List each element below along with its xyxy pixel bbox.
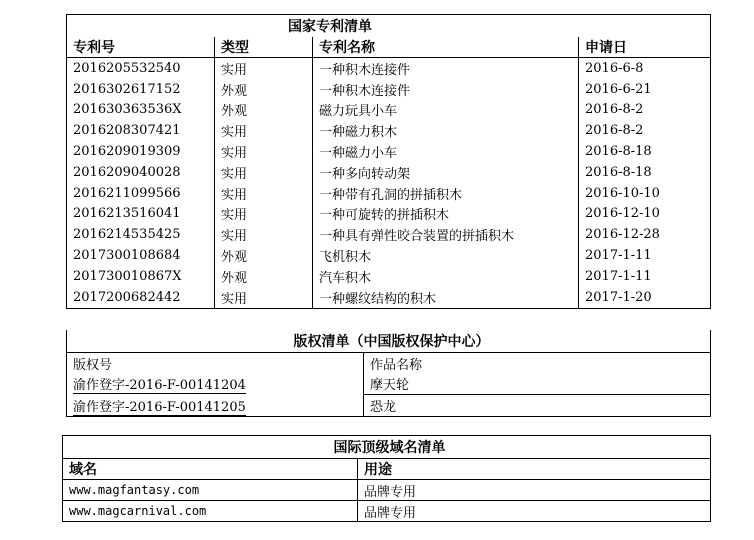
patent-name: 一种可旋转的拼插积木 [313,204,579,225]
filing-date: 2016-10-10 [579,183,711,204]
patent-name: 磁力玩具小车 [313,100,579,121]
column-header-domain: 域名 [63,459,358,480]
patent-number: 2016214535425 [67,224,215,245]
domain-list-title: 国际顶级域名清单 [63,436,711,459]
table-row [67,58,711,79]
patent-name: 一种积木连接件 [313,58,579,79]
table-row [63,480,711,501]
patent-type: 外观 [215,79,313,100]
patent-type: 实用 [215,183,313,204]
copyright-number: 渝作登字-2016-F-00141204 [73,378,246,394]
patent-list-table [66,14,711,309]
work-name: 摩天轮 [364,373,711,395]
patent-name: 一种积木连接件 [313,79,579,100]
column-header-type: 类型 [215,37,313,58]
column-header-copyright-number: 版权号 [67,353,364,374]
filing-date: 2017-1-11 [579,245,711,266]
work-name: 恐龙 [364,395,711,417]
table-row [67,287,711,308]
table-row [67,162,711,183]
filing-date: 2017-1-11 [579,266,711,287]
filing-date: 2017-1-20 [579,287,711,308]
patent-type: 外观 [215,266,313,287]
patent-type: 实用 [215,224,313,245]
patent-number: 2016205532540 [67,58,215,79]
table-title-row [63,436,711,459]
patent-type: 外观 [215,100,313,121]
patent-number: 2016302617152 [67,79,215,100]
table-row [67,79,711,100]
column-header-patent-number: 专利号 [67,37,215,58]
filing-date: 2016-8-2 [579,120,711,141]
filing-date: 2016-12-28 [579,224,711,245]
patent-name: 一种磁力小车 [313,141,579,162]
filing-date: 2016-6-21 [579,79,711,100]
table-row [67,183,711,204]
patent-number: 201730010867X [67,266,215,287]
filing-date: 2016-8-18 [579,141,711,162]
filing-date: 2016-8-2 [579,100,711,121]
copyright-list-table [66,330,711,417]
patent-number: 2017300108684 [67,245,215,266]
table-title-row [67,15,711,38]
column-header-usage: 用途 [358,459,711,480]
patent-name: 一种带有孔洞的拼插积木 [313,183,579,204]
patent-number: 2016209040028 [67,162,215,183]
patent-name: 一种具有弹性咬合装置的拼插积木 [313,224,579,245]
filing-date: 2016-8-18 [579,162,711,183]
column-header-filing-date: 申请日 [579,37,711,58]
patent-type: 实用 [215,162,313,183]
patent-number: 2016211099566 [67,183,215,204]
copyright-number: 渝作登字-2016-F-00141205 [73,399,246,415]
patent-number: 2016209019309 [67,141,215,162]
table-row [67,100,711,121]
copyright-list-title: 版权清单（中国版权保护中心） [67,330,711,353]
table-row [67,120,711,141]
patent-number: 2016213516041 [67,204,215,225]
filing-date: 2016-12-10 [579,204,711,225]
table-header-row [67,37,711,58]
column-header-work-name: 作品名称 [364,353,711,374]
column-header-patent-name: 专利名称 [313,37,579,58]
patent-type: 实用 [215,204,313,225]
patent-list-title: 国家专利清单 [67,15,711,38]
table-header-row [67,353,711,374]
patent-name: 一种多向转动架 [313,162,579,183]
patent-name: 飞机积木 [313,245,579,266]
patent-type: 实用 [215,287,313,308]
table-row [67,266,711,287]
table-row [67,224,711,245]
domain-name: www.magfantasy.com [63,480,358,501]
filing-date: 2016-6-8 [579,58,711,79]
domain-usage: 品牌专用 [358,501,711,522]
table-row [67,204,711,225]
patent-number: 201630363536X [67,100,215,121]
table-row [63,501,711,522]
patent-name: 汽车积木 [313,266,579,287]
domain-usage: 品牌专用 [358,480,711,501]
table-row [67,141,711,162]
table-row [67,373,711,395]
patent-name: 一种螺纹结构的积木 [313,287,579,308]
patent-number: 2017200682442 [67,287,215,308]
table-header-row [63,459,711,480]
patent-number: 2016208307421 [67,120,215,141]
table-row [67,245,711,266]
domain-list-table [62,435,711,522]
table-row [67,395,711,417]
table-title-row [67,330,711,353]
domain-name: www.magcarnival.com [63,501,358,522]
patent-type: 实用 [215,58,313,79]
patent-name: 一种磁力积木 [313,120,579,141]
patent-type: 实用 [215,141,313,162]
patent-type: 实用 [215,120,313,141]
patent-type: 外观 [215,245,313,266]
